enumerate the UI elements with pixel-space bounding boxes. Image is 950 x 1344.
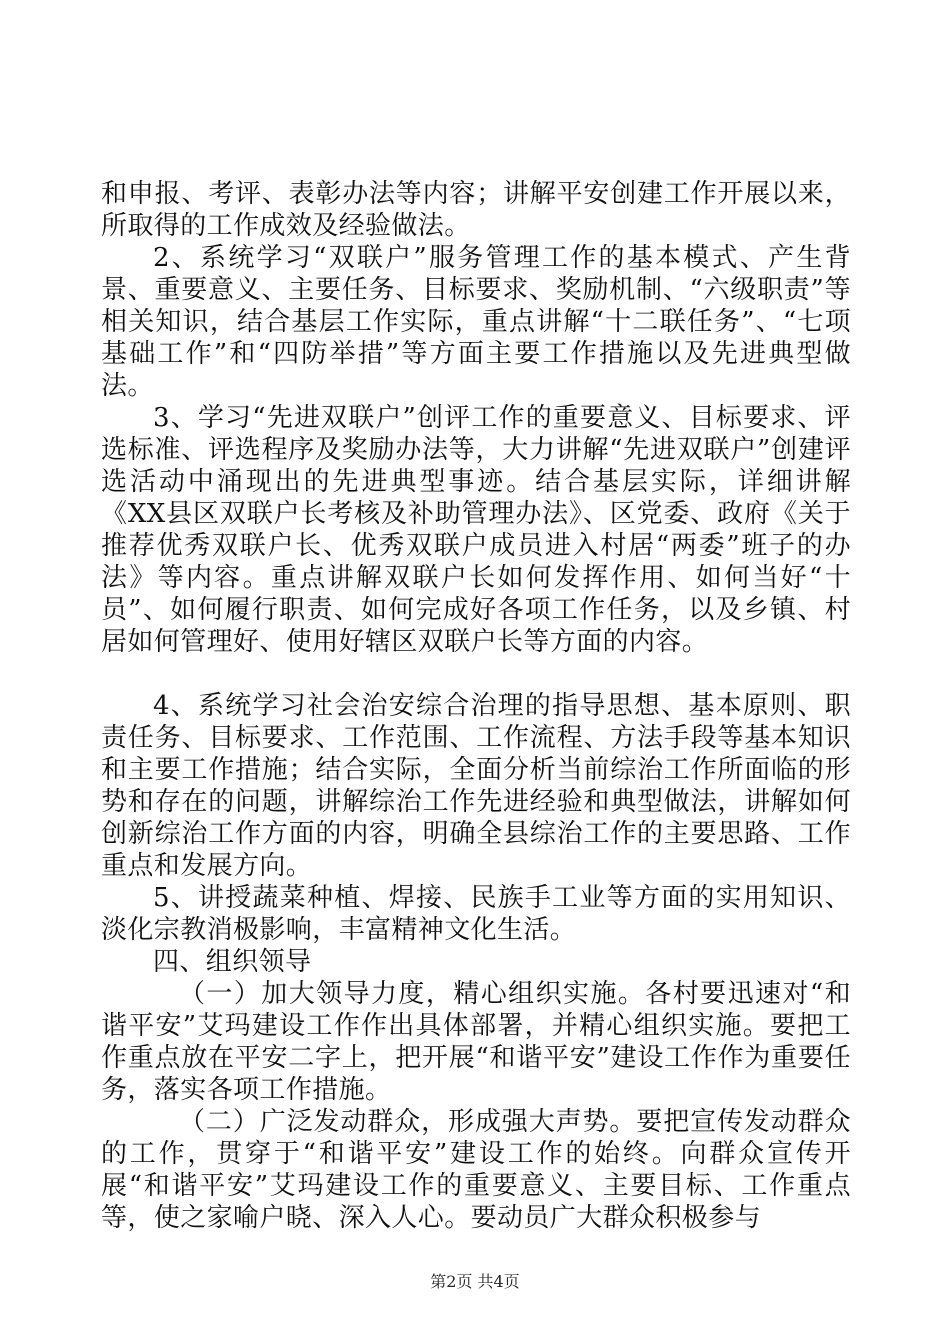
paragraph-continuation: 和申报、考评、表彰办法等内容；讲解平安创建工作开展以来，所取得的工作成效及经验做法。 bbox=[101, 179, 851, 241]
paragraph-subsection-2: （二）广泛发动群众，形成强大声势。要把宣传发动群众的工作，贯穿于“和谐平安”建设工作的始终。向群众宣传开展“和谐平安”艾玛建设工作的重要意义、主要目标、工作重点等，使之家喻户晓、深入人心。要动员广大群众积极参与 bbox=[101, 1107, 851, 1233]
paragraph-item-2: 2、系统学习“双联户”服务管理工作的基本模式、产生背景、重要意义、主要任务、目标要求、奖励机制、“六级职责”等相关知识，结合基层工作实际，重点讲解“十二联任务”、“七项基础工作”和“四防举措”等方面主要工作措施以及先进典型做法。 bbox=[101, 243, 851, 401]
document-body bbox=[101, 178, 851, 1234]
paragraph-item-4: 4、系统学习社会治安综合治理的指导思想、基本原则、职责任务、目标要求、工作范围、工作流程、方法手段等基本知识和主要工作措施；结合实际，全面分析当前综治工作所面临的形势和存在的问题，讲解综治工作先进经验和典型做法，讲解如何创新综治工作方面的内容，明确全县综治工作的主要思路、工作重点和发展方向。 bbox=[101, 691, 851, 881]
paragraph-item-3: 3、学习“先进双联户”创评工作的重要意义、目标要求、评选标准、评选程序及奖励办法等，大力讲解“先进双联户”创建评选活动中涌现出的先进典型事迹。结合基层实际，详细讲解《XX县区双联户长考核及补助管理办法》、区党委、政府《关于推荐优秀双联户长、优秀双联户成员进入村居“两委”班子的办法》等内容。重点讲解双联户长如何发挥作用、如何当好“十员”、如何履行职责、如何完成好各项工作任务，以及乡镇、村居如何管理好、使用好辖区双联户长等方面的内容。 bbox=[101, 403, 851, 657]
paragraph-subsection-1: （一）加大领导力度，精心组织实施。各村要迅速对“和谐平安”艾玛建设工作作出具体部署，并精心组织实施。要把工作重点放在平安二字上，把开展“和谐平安”建设工作作为重要任务，落实各项工作措施。 bbox=[101, 979, 851, 1105]
paragraph-item-5: 5、讲授蔬菜种植、焊接、民族手工业等方面的实用知识、淡化宗教消极影响，丰富精神文化生活。 bbox=[101, 883, 851, 945]
section-heading-organization: 四、组织领导 bbox=[153, 947, 312, 977]
page-number-footer: 第2页 共4页 bbox=[430, 1272, 520, 1291]
